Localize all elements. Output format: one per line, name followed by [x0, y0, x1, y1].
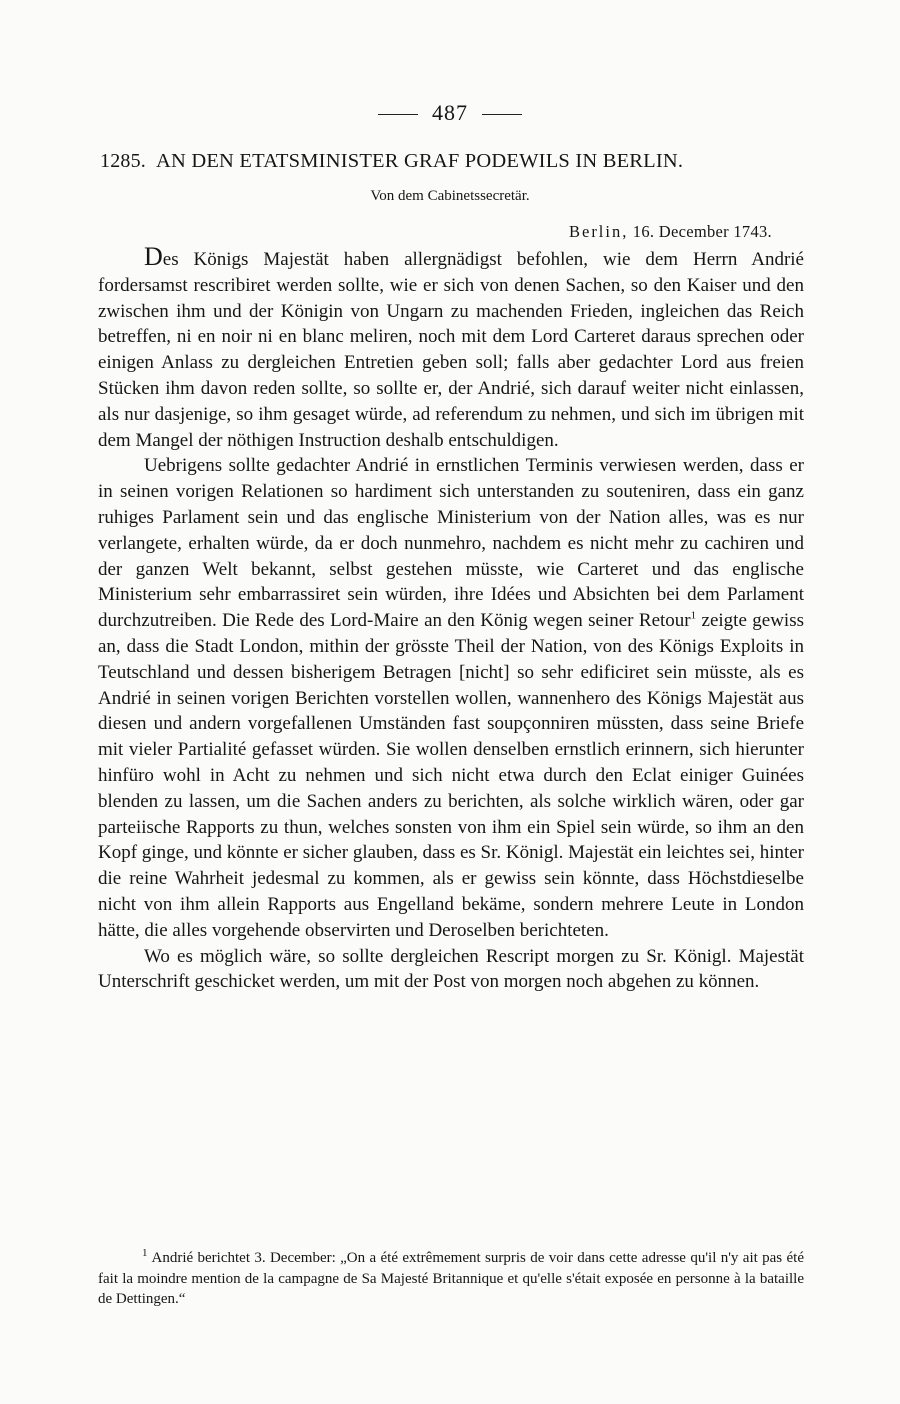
letter-number: 1285. [100, 150, 146, 172]
page-number-dash-left [378, 114, 418, 115]
paragraph-1 [98, 244, 804, 453]
footnote-text: Andrié berichtet 3. December: „On a été extrêmement surpris de voir dans cette adresse qu'il n'y ait pas été fait la moindre mention de la campagne de Sa Majesté Britannique et qu'elle s'était exposée en personne à la bataille de Dettingen.“ [98, 1250, 804, 1307]
paragraph-3 [98, 944, 804, 996]
dateline-place: Berlin, [568, 222, 629, 241]
paragraph-1-text: es Königs Majestät haben allergnädigst befohlen, wie dem Herrn Andrié fordersamst rescribiret werden sollte, wie er sich von denen Sachen, so den Kaiser und den zwischen ihm und der Königin von Ungarn zu machenden Frieden, ingleichen das Reich betreffen, ni en noir ni en blanc meliren, noch mit dem Lord Carteret daraus sprechen oder einigen Anlass zu dergleichen Entretien geben soll; falls aber gedachter Lord aus freien Stücken ihm davon reden sollte, so sollte er, der Andrié, sich darauf weiter nicht einlassen, als nur dasjenige, so ihm gesaget würde, ad referendum zu nehmen, und sich im übrigen mit dem Mangel der nöthigen Instruction deshalb entschuldigen. [98, 249, 804, 451]
footnote-reference[interactable]: 1 [690, 609, 697, 622]
page-number-text: 487 [432, 100, 468, 125]
dateline-date: 16. December 1743. [632, 222, 772, 241]
dateline [569, 222, 772, 242]
footnote [98, 1248, 804, 1310]
footnote-mark: 1 [142, 1247, 148, 1259]
letter-heading [100, 150, 805, 173]
paragraph-2-text-a: Uebrigens sollte gedachter Andrié in ernstlichen Terminis verwiesen werden, dass er in seinen vorigen Relationen so hardiment sich unterstanden zu souteniren, dass ein ganz ruhiges Parlament sein und das englische Ministerium von der Nation alles, was es nur verlangete, erhalten würde, da er doch nunmehro, nachdem es nicht mehr zu cachiren und der ganzen Welt bekannt, selbst gestehen müsste, wie Carteret und das englische Ministerium sehr embarrassiret sein würden, ihre Idées und Absichten bei dem Parlament durchzutreiben. Die Rede des Lord-Maire an den König wegen seiner Retour [98, 455, 804, 632]
paragraph-1-initial: D [144, 242, 163, 271]
paragraph-3-text: Wo es möglich wäre, so sollte dergleichen Rescript morgen zu Sr. Königl. Majestät Unterschrift geschicket werden, um mit der Post von morgen noch abgehen zu können. [98, 945, 804, 993]
letter-title: AN DEN ETATSMINISTER GRAF PODEWILS IN BERLIN. [156, 150, 684, 172]
paragraph-2-text-b: zeigte gewiss an, dass die Stadt London, mithin der grösste Theil der Nation, von des Königs Exploits in Teutschland und dessen bisherigem Betragen [nicht] so sehr edificiret sein müsste, als es Andrié in seinen vorigen Berichten vorstellen wollen, wannenhero des Königs Majestät aus diesen und andern vorgefallenen Umständen fast soupçonniren müssten, dass seine Briefe mit vieler Partialité gefasset würden. Sie wollen denselben ernstlich erinnern, sich hierunter hinfüro wohl in Acht zu nehmen und sich nicht etwa durch den Eclat einiger Guinées blenden zu lassen, um die Sachen anders zu berichten, als solche wirklich wären, oder gar parteiische Rapports zu thun, welches sonsten von ihm ein Spiel sein würde, so ihm an den Kopf ginge, und könnte er sicher glauben, dass es Sr. Königl. Majestät ein leichtes sei, hinter die reine Wahrheit jedesmal zu kommen, als er gewiss sein könnte, dass Höchstdieselbe nicht von ihm allein Rapports aus Engelland bekäme, sondern mehrere Leute in London hätte, die alles vorgehende observirten und Deroselben berichteten. [98, 610, 805, 941]
paragraph-2 [98, 453, 804, 943]
page-number-dash-right [482, 114, 522, 115]
page-number [0, 100, 900, 126]
letter-sender: Von dem Cabinetssecretär. [370, 188, 530, 204]
letter-body [98, 244, 804, 995]
